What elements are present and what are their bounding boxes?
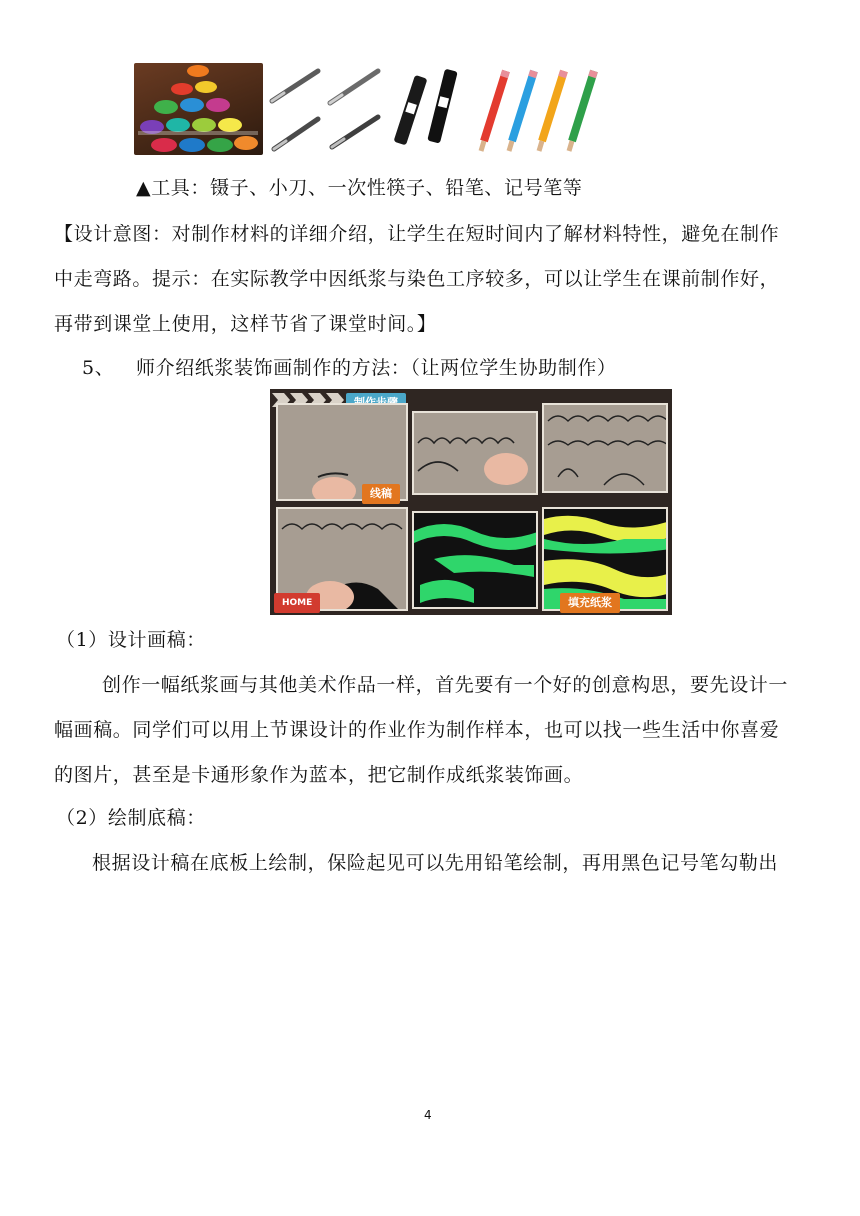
sub1-line-2: 幅画稿。同学们可以用上节课设计的作业作为制作样本，也可以找一些生活中你喜爱 — [54, 719, 780, 741]
design-intent-line-2: 中走弯路。提示：在实际教学中因纸浆与染色工序较多，可以让学生在课前制作好， — [54, 268, 780, 290]
sub2-title: （2）绘制底稿： — [56, 807, 206, 829]
sub1-line-3: 的图片，甚至是卡通形象作为蓝本，把它制作成纸浆装饰画。 — [54, 764, 584, 786]
step5-number: 5、 — [82, 357, 115, 379]
pulp-jars-image — [134, 63, 263, 155]
tweezers-and-knives-image — [266, 63, 388, 155]
design-intent-line-3: 再带到课堂上使用，这样节省了课堂时间。】 — [54, 313, 437, 335]
step5-text: 师介绍纸浆装饰画制作的方法：（让两位学生协助制作） — [136, 357, 617, 379]
production-steps-image — [270, 389, 672, 615]
step-panel-sketch-done — [542, 403, 668, 493]
home-badge: HOME — [274, 593, 320, 613]
sub2-line-1: 根据设计稿在底板上绘制，保险起见可以先用铅笔绘制，再用黑色记号笔勾勒出 — [92, 852, 779, 874]
step-panel-sketch-mid — [412, 411, 538, 495]
label-sketch: 线稿 — [362, 484, 400, 504]
sub1-title: （1）设计画稿： — [56, 629, 206, 651]
markers-image — [390, 63, 468, 155]
label-fill-pulp: 填充纸浆 — [560, 593, 620, 613]
pencils-image — [478, 63, 604, 155]
design-intent-line-1: 【设计意图：对制作材料的详细介绍，让学生在短时间内了解材料特性，避免在制作 — [54, 223, 780, 245]
figure-caption: ▲工具：镊子、小刀、一次性筷子、铅笔、记号笔等 — [136, 177, 583, 199]
page-number: 4 — [424, 1108, 432, 1122]
sub1-line-1: 创作一幅纸浆画与其他美术作品一样，首先要有一个好的创意构思，要先设计一 — [102, 674, 789, 696]
step-panel-green-pulp — [412, 511, 538, 609]
